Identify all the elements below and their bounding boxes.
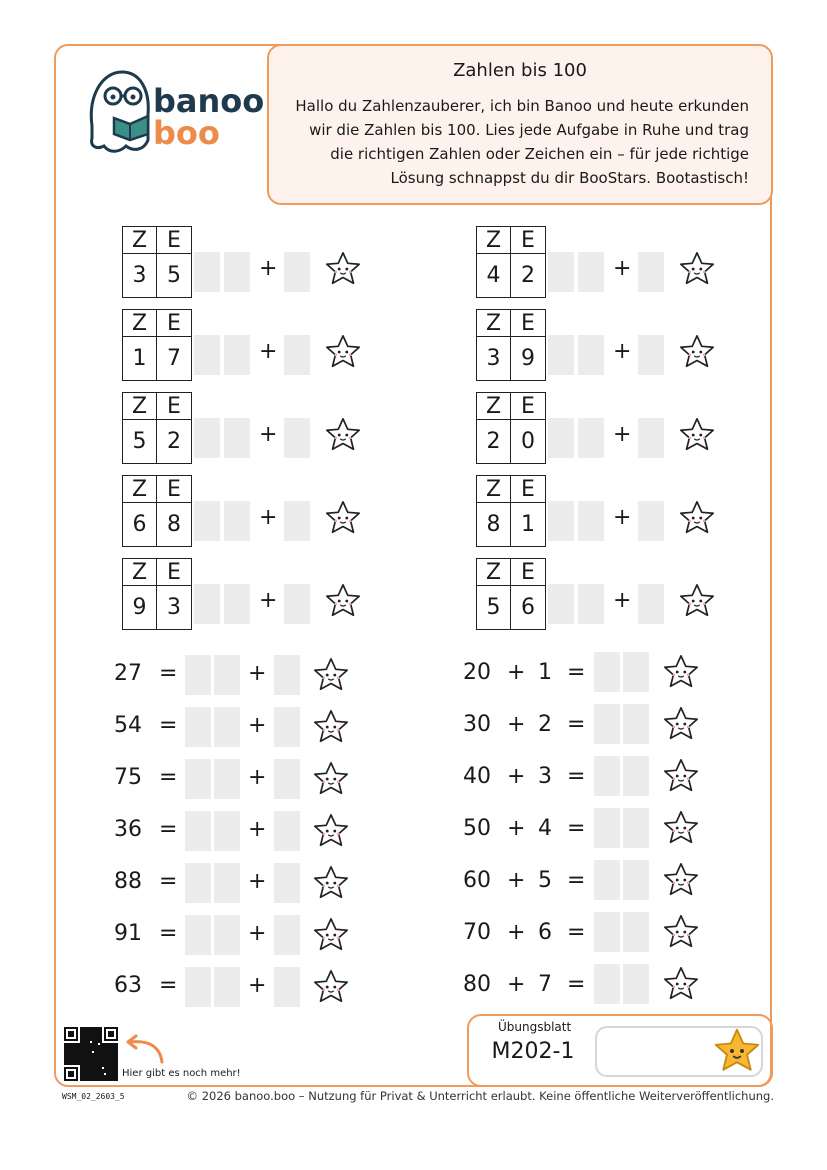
place-value-digit: 2 <box>167 429 181 454</box>
answer-box[interactable] <box>638 335 664 375</box>
boostar-icon <box>312 968 350 1006</box>
place-value-header: Z <box>123 476 157 503</box>
boostar-icon <box>662 965 700 1003</box>
curved-arrow-icon <box>120 1032 168 1066</box>
answer-box[interactable] <box>284 501 310 541</box>
answer-box[interactable] <box>594 704 620 744</box>
equals-sign: = <box>567 868 586 893</box>
answer-box[interactable] <box>224 584 250 624</box>
answer-box[interactable] <box>214 707 240 747</box>
place-value-digit: 5 <box>477 586 511 629</box>
answer-box[interactable] <box>284 584 310 624</box>
boostar-icon <box>324 416 362 454</box>
plus-sign: + <box>248 713 267 738</box>
place-value-digit: 6 <box>123 503 157 546</box>
equals-sign: = <box>159 661 178 686</box>
answer-box[interactable] <box>594 756 620 796</box>
answer-box[interactable] <box>623 652 649 692</box>
plus-sign: + <box>248 661 267 686</box>
sheet-label: Übungsblatt <box>498 1020 572 1034</box>
boostar-icon <box>678 250 716 288</box>
answer-box[interactable] <box>224 418 250 458</box>
answer-box[interactable] <box>194 501 220 541</box>
equals-sign: = <box>159 817 178 842</box>
answer-box[interactable] <box>594 808 620 848</box>
boostar-icon <box>662 705 700 743</box>
addend-ones: 2 <box>538 712 552 737</box>
answer-box[interactable] <box>623 704 649 744</box>
place-value-header: Z <box>123 559 157 586</box>
task-number: 36 <box>114 817 142 842</box>
answer-box[interactable] <box>185 863 211 903</box>
addend-tens: 20 <box>463 660 491 685</box>
plus-sign: + <box>259 339 278 364</box>
plus-sign: + <box>613 256 632 281</box>
addend-tens: 30 <box>463 712 491 737</box>
place-value-table <box>476 392 546 464</box>
plus-sign: + <box>248 973 267 998</box>
brand-name-line1: banoo <box>153 82 265 120</box>
place-value-header: E <box>511 227 545 254</box>
place-value-digit: 3 <box>123 254 157 297</box>
place-value-header: E <box>157 393 191 420</box>
answer-box[interactable] <box>548 335 574 375</box>
worksheet-code: WSM_02_2603_5 <box>62 1092 125 1101</box>
addend-tens: 60 <box>463 868 491 893</box>
qr-code-icon[interactable] <box>64 1027 118 1081</box>
answer-box[interactable] <box>194 335 220 375</box>
answer-box[interactable] <box>284 252 310 292</box>
answer-box[interactable] <box>594 860 620 900</box>
place-value-table <box>122 475 192 547</box>
answer-box[interactable] <box>214 863 240 903</box>
qr-caption: Hier gibt es noch mehr! <box>122 1068 241 1079</box>
place-value-table <box>122 226 192 298</box>
task-number: 54 <box>114 713 142 738</box>
answer-box[interactable] <box>194 252 220 292</box>
answer-box[interactable] <box>638 418 664 458</box>
boostar-icon <box>662 809 700 847</box>
place-value-table <box>476 475 546 547</box>
place-value-table <box>122 309 192 381</box>
place-value-header: E <box>511 559 545 586</box>
sheet-id: M202-1 <box>491 1039 575 1064</box>
brand-name-line2: boo <box>153 114 220 152</box>
place-value-header: Z <box>477 393 511 420</box>
place-value-digit: 9 <box>123 586 157 629</box>
place-value-digit: 6 <box>521 595 535 620</box>
addend-ones: 7 <box>538 972 552 997</box>
plus-sign: + <box>507 920 526 945</box>
equals-sign: = <box>567 816 586 841</box>
plus-sign: + <box>248 921 267 946</box>
place-value-header: Z <box>123 393 157 420</box>
place-value-header: E <box>157 227 191 254</box>
page-title: Zahlen bis 100 <box>453 60 587 81</box>
boostar-icon <box>312 760 350 798</box>
place-value-digit: 2 <box>521 263 535 288</box>
equals-sign: = <box>567 712 586 737</box>
place-value-digit: 1 <box>123 337 157 380</box>
place-value-table <box>476 558 546 630</box>
answer-box[interactable] <box>224 335 250 375</box>
place-value-digit: 5 <box>167 263 181 288</box>
plus-sign: + <box>507 660 526 685</box>
plus-sign: + <box>613 505 632 530</box>
plus-sign: + <box>507 868 526 893</box>
star-icon <box>712 1026 762 1076</box>
boostar-icon <box>312 864 350 902</box>
plus-sign: + <box>259 505 278 530</box>
place-value-header: E <box>157 559 191 586</box>
answer-box[interactable] <box>284 335 310 375</box>
answer-box[interactable] <box>284 418 310 458</box>
boostar-icon <box>662 913 700 951</box>
addend-ones: 5 <box>538 868 552 893</box>
plus-sign: + <box>248 765 267 790</box>
answer-box[interactable] <box>578 335 604 375</box>
boostar-icon <box>312 916 350 954</box>
place-value-header: Z <box>477 476 511 503</box>
answer-box[interactable] <box>274 759 300 799</box>
plus-sign: + <box>613 339 632 364</box>
place-value-digit: 3 <box>477 337 511 380</box>
answer-box[interactable] <box>214 915 240 955</box>
boostar-icon <box>324 499 362 537</box>
answer-box[interactable] <box>194 418 220 458</box>
place-value-digit: 4 <box>477 254 511 297</box>
place-value-header: Z <box>477 559 511 586</box>
equals-sign: = <box>159 973 178 998</box>
equals-sign: = <box>567 660 586 685</box>
place-value-digit: 9 <box>521 346 535 371</box>
addend-tens: 50 <box>463 816 491 841</box>
addend-ones: 4 <box>538 816 552 841</box>
intro-text: Hallo du Zahlenzauberer, ich bin Banoo und heute erkunden wir die Zahlen bis 100. Lies jede Aufgabe in Ruhe und trag die richtigen Zahlen oder Zeichen ein – für jede richtige Lösung schnappst du dir BooStars. Bootastisch! <box>295 97 749 187</box>
answer-box[interactable] <box>224 501 250 541</box>
answer-box[interactable] <box>185 655 211 695</box>
answer-box[interactable] <box>578 252 604 292</box>
plus-sign: + <box>507 816 526 841</box>
answer-box[interactable] <box>185 967 211 1007</box>
task-number: 63 <box>114 973 142 998</box>
addend-tens: 80 <box>463 972 491 997</box>
boostar-icon <box>678 416 716 454</box>
plus-sign: + <box>259 422 278 447</box>
answer-box[interactable] <box>274 707 300 747</box>
equals-sign: = <box>159 713 178 738</box>
place-value-table <box>122 558 192 630</box>
place-value-header: Z <box>477 227 511 254</box>
place-value-digit: 2 <box>477 420 511 463</box>
answer-box[interactable] <box>274 811 300 851</box>
answer-box[interactable] <box>594 964 620 1004</box>
answer-box[interactable] <box>623 912 649 952</box>
addend-ones: 6 <box>538 920 552 945</box>
answer-box[interactable] <box>274 655 300 695</box>
place-value-header: Z <box>123 227 157 254</box>
answer-box[interactable] <box>214 759 240 799</box>
boostar-icon <box>324 250 362 288</box>
place-value-digit: 8 <box>167 512 181 537</box>
plus-sign: + <box>507 712 526 737</box>
place-value-table <box>476 226 546 298</box>
boostar-icon <box>678 333 716 371</box>
answer-box[interactable] <box>594 912 620 952</box>
answer-box[interactable] <box>623 756 649 796</box>
place-value-digit: 3 <box>167 595 181 620</box>
place-value-digit: 1 <box>521 512 535 537</box>
answer-box[interactable] <box>274 863 300 903</box>
task-number: 27 <box>114 661 142 686</box>
equals-sign: = <box>159 869 178 894</box>
place-value-header: E <box>511 310 545 337</box>
place-value-table <box>122 392 192 464</box>
place-value-header: E <box>157 310 191 337</box>
boostar-icon <box>324 582 362 620</box>
answer-box[interactable] <box>638 252 664 292</box>
answer-box[interactable] <box>214 655 240 695</box>
boostar-icon <box>312 708 350 746</box>
answer-box[interactable] <box>194 584 220 624</box>
plus-sign: + <box>248 817 267 842</box>
addend-ones: 3 <box>538 764 552 789</box>
task-number: 91 <box>114 921 142 946</box>
equals-sign: = <box>159 921 178 946</box>
answer-box[interactable] <box>578 501 604 541</box>
answer-box[interactable] <box>185 707 211 747</box>
boostar-icon <box>312 812 350 850</box>
answer-box[interactable] <box>214 967 240 1007</box>
answer-box[interactable] <box>548 584 574 624</box>
place-value-digit: 5 <box>123 420 157 463</box>
plus-sign: + <box>613 588 632 613</box>
place-value-header: Z <box>123 310 157 337</box>
addend-tens: 70 <box>463 920 491 945</box>
equals-sign: = <box>567 920 586 945</box>
place-value-digit: 7 <box>167 346 181 371</box>
boostar-icon <box>678 582 716 620</box>
task-number: 88 <box>114 869 142 894</box>
answer-box[interactable] <box>594 652 620 692</box>
boostar-icon <box>678 499 716 537</box>
answer-box[interactable] <box>548 501 574 541</box>
boostar-icon <box>312 656 350 694</box>
plus-sign: + <box>507 972 526 997</box>
copyright-text: © 2026 banoo.boo – Nutzung für Privat & Unterricht erlaubt. Keine öffentliche Weiterveröffentlichung. <box>186 1089 774 1103</box>
plus-sign: + <box>259 588 278 613</box>
place-value-table <box>476 309 546 381</box>
answer-box[interactable] <box>224 252 250 292</box>
place-value-digit: 0 <box>521 429 535 454</box>
plus-sign: + <box>248 869 267 894</box>
answer-box[interactable] <box>274 915 300 955</box>
equals-sign: = <box>567 764 586 789</box>
answer-box[interactable] <box>185 759 211 799</box>
answer-box[interactable] <box>578 418 604 458</box>
plus-sign: + <box>507 764 526 789</box>
answer-box[interactable] <box>638 584 664 624</box>
answer-box[interactable] <box>623 860 649 900</box>
answer-box[interactable] <box>623 808 649 848</box>
answer-box[interactable] <box>185 811 211 851</box>
boostar-icon <box>662 757 700 795</box>
header-panel <box>267 44 773 205</box>
addend-ones: 1 <box>538 660 552 685</box>
answer-box[interactable] <box>548 252 574 292</box>
equals-sign: = <box>567 972 586 997</box>
place-value-digit: 8 <box>477 503 511 546</box>
answer-box[interactable] <box>185 915 211 955</box>
addend-tens: 40 <box>463 764 491 789</box>
answer-box[interactable] <box>578 584 604 624</box>
answer-box[interactable] <box>214 811 240 851</box>
answer-box[interactable] <box>274 967 300 1007</box>
answer-box[interactable] <box>638 501 664 541</box>
plus-sign: + <box>259 256 278 281</box>
answer-box[interactable] <box>623 964 649 1004</box>
place-value-header: Z <box>477 310 511 337</box>
answer-box[interactable] <box>548 418 574 458</box>
place-value-header: E <box>511 476 545 503</box>
boostar-icon <box>662 861 700 899</box>
equals-sign: = <box>159 765 178 790</box>
place-value-header: E <box>157 476 191 503</box>
boostar-icon <box>662 653 700 691</box>
boostar-icon <box>324 333 362 371</box>
plus-sign: + <box>613 422 632 447</box>
place-value-header: E <box>511 393 545 420</box>
task-number: 75 <box>114 765 142 790</box>
